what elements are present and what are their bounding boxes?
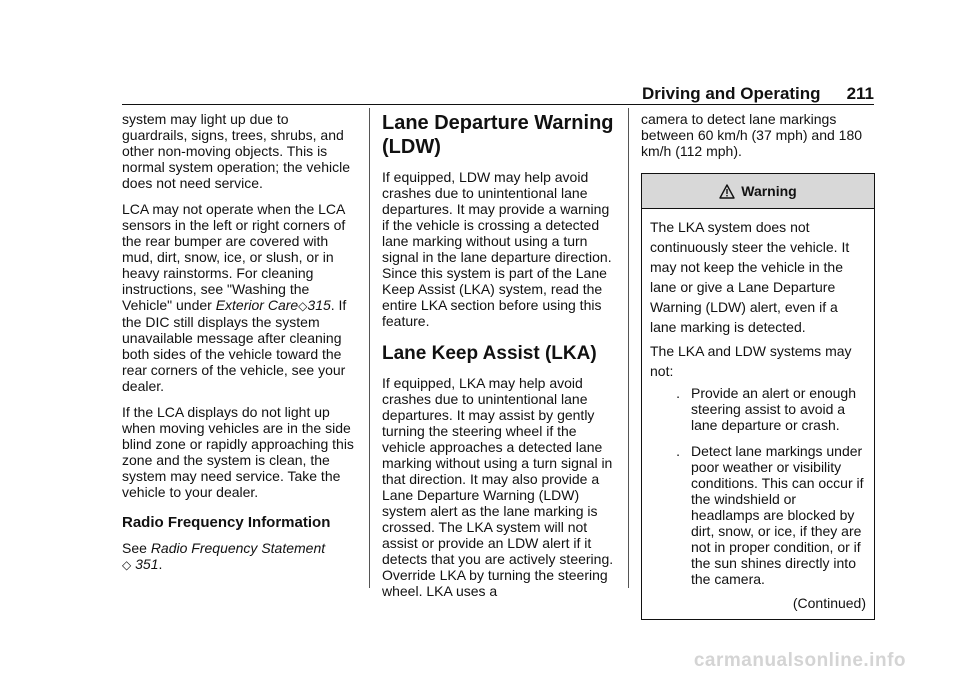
section-heading: Radio Frequency Information [122, 514, 331, 531]
header-rule [122, 104, 874, 105]
list-item: . Detect lane markings under poor weather or visibility conditions. This can occur if the windshield or headlamps are blocked by dirt, snow, or ice, if they are not in proper condition, or if the sun shines directly into the camera. [650, 443, 866, 587]
paragraph: system may light up due to guardrails, signs, trees, shrubs, and other non-moving objects. This is normal system operation; the vehicle does not need service. [122, 111, 350, 191]
column-divider [628, 108, 629, 588]
list-item: . Provide an alert or enough steering assist to avoid a lane departure or crash. [650, 385, 866, 433]
paragraph: If equipped, LDW may help avoid crashes due to unintentional lane departures. It may provide a warning if the vehicle is crossing a detected lane marking without using a turn signal in the lane departure direction. Since this system is part of the Lane Keep Assist (LKA) system, read the entire LKA section before using this feature. [382, 169, 612, 329]
section-heading: Lane Keep Assist (LKA) [382, 343, 597, 364]
watermark: carmanualsonline.info [693, 650, 906, 671]
cross-reference-page[interactable]: 315 [307, 297, 331, 313]
section-title: Driving and Operating [642, 84, 821, 103]
warning-triangle-icon [719, 184, 735, 199]
warning-list [650, 385, 866, 587]
section-heading: Lane Departure Warning (LDW) [382, 112, 614, 158]
cross-reference-link[interactable]: Radio Frequency Statement [150, 540, 326, 556]
page-header [642, 84, 874, 106]
paragraph: LCA may not operate when the LCA sensors in the left or right corners of the rear bumper are covered with mud, dirt, snow, ice, or slush, or in heavy rainstorms. For cleaning instructions, see "Washing the Vehicle" under Exterior Care◇315. If the DIC still displays the system unavailable message after cleaning both sides of the vehicle toward the rear corners of the vehicle, see your dealer. [122, 201, 347, 394]
page-reference-arrow-icon: ◇ [122, 558, 132, 572]
page-reference-arrow-icon: ◇ [298, 299, 308, 313]
paragraph: camera to detect lane markings between 60 km/h (37 mph) and 180 km/h (112 mph). [641, 111, 863, 159]
page-number: 211 [846, 84, 874, 103]
cross-reference-page[interactable]: 351 [135, 556, 159, 572]
column-1 [122, 111, 356, 583]
paragraph: If the LCA displays do not light up when moving vehicles are in the side blind zone or rapidly approaching this zone and the system is clean, the system may need service. Take the vehicle to your dealer. [122, 404, 354, 500]
warning-paragraph: The LKA and LDW systems may not: [650, 343, 852, 379]
warning-header [642, 174, 874, 209]
cross-reference-link[interactable]: Exterior Care [215, 297, 299, 313]
column-divider [369, 108, 370, 588]
warning-box [641, 173, 875, 620]
warning-body [642, 209, 874, 619]
column-2 [382, 111, 614, 609]
warning-paragraph: The LKA system does not continuously steer the vehicle. It may not keep the vehicle in the lane or give a Lane Departure Warning (LDW) alert, even if a lane marking is detected. [650, 219, 850, 335]
bullet: . [676, 443, 680, 459]
paragraph: See Radio Frequency Statement ◇ 351. [122, 540, 326, 572]
continued-label: (Continued) [792, 595, 866, 611]
paragraph: If equipped, LKA may help avoid crashes due to unintentional lane departures. It may assist by gently turning the steering wheel if the vehicle approaches a detected lane marking without using a turn signal in that direction. It may also provide a Lane Departure Warning (LDW) system alert as the lane marking is crossed. The LKA system will not assist or provide an LDW alert if it detects that you are actively steering. Override LKA by turning the steering wheel. LKA uses a [382, 375, 614, 599]
warning-title: Warning [741, 183, 797, 199]
bullet: . [676, 385, 680, 401]
column-3 [641, 111, 876, 620]
